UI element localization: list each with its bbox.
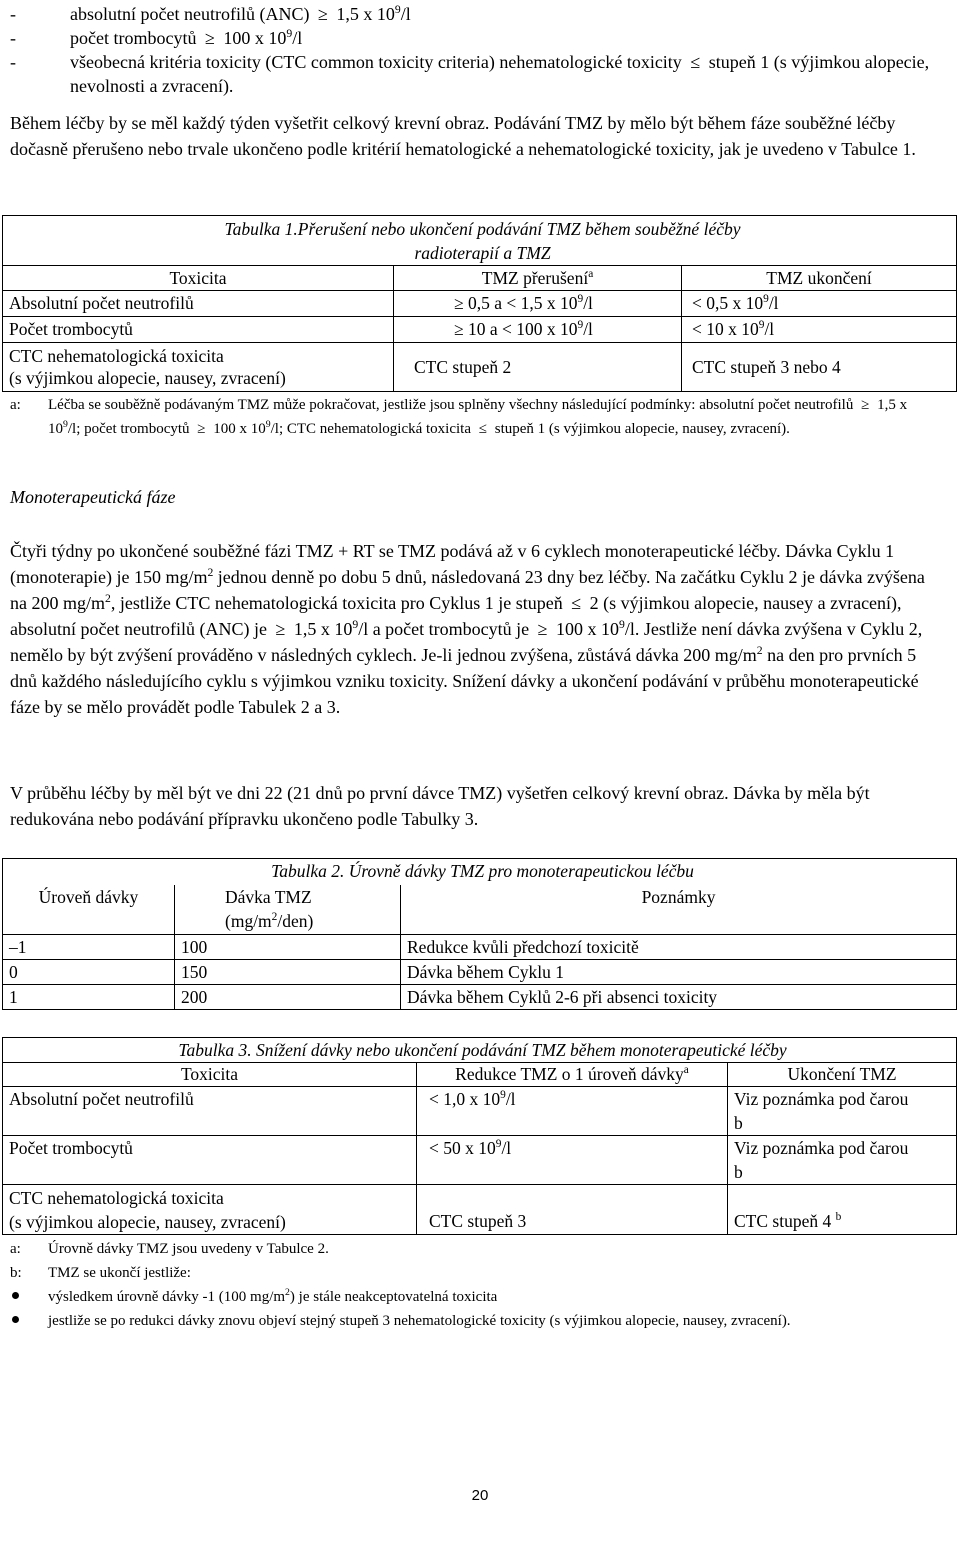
list-item: - absolutní počet neutrofilů (ANC) ≥ 1,5 x $10^9/l$ [10,3,411,24]
table-cell: ≥ 10 a < 100 x $10^9/l$ [394,317,682,343]
table-header-cell: TMZ přerušení$^a$ [394,266,682,291]
footnote-label: a: [10,1241,21,1257]
table-3-footnotes: a: Úrovně dávky TMZ jsou uvedeny v Tabulce 2. b: TMZ se ukončí jestliže: výsledkem úrovně dávky -1 (100 $mg/m^2$) je stále neakceptovatelná toxicita jestliže se po redukci dávky znovu objeví stejný stupeň 3 nehematologické toxicity (s výjimkou alopecie, nausey, zvracení). [10,1237,940,1333]
table-1-caption: Tabulka 1.Přerušení nebo ukončení podávání TMZ během souběžné léčby radioterapií a TMZ [3,216,957,266]
table-cell: < 1,0 x $10^9/l$ [417,1087,728,1136]
bullet-icon [10,1309,48,1333]
table-cell: 0 [3,960,175,985]
table-cell: 100 [175,935,401,960]
table-cell: 1 [3,985,175,1010]
dash-marker: - [10,4,16,24]
table-row [3,1087,957,1136]
table-row [3,291,957,317]
table-cell: < 50 x $10^9/l$ [417,1136,728,1185]
criteria-list [10,2,950,98]
table-header-cell: Toxicita [3,266,394,291]
table-header-cell: Toxicita [3,1063,417,1087]
table-1-footnote: a: Léčba se souběžně podávaným TMZ může pokračovat, jestliže jsou splněny všechny následující podmínky: absolutní počet neutrofilů ≥ 1,5 x $10^9/l$; počet trombocytů ≥ 100 x $10^9/l$; CTC nehematologická toxicita ≤ stupeň 1 (s výjimkou alopecie, nausey, zvracení). [10,393,940,441]
dash-marker: - [10,52,16,72]
table-cell: ≥ 0,5 a < 1,5 x $10^9/l$ [394,291,682,317]
list-item: jestliže se po redukci dávky znovu objeví stejný stupeň 3 nehematologické toxicity (s výjimkou alopecie, nausey, zvracení). [10,1309,940,1333]
table-2 [2,858,957,1010]
table-row [3,1185,957,1235]
table-cell: Redukce kvůli předchozí toxicitě [401,935,957,960]
table-cell: Počet trombocytů [3,317,394,343]
table-cell: CTC stupeň 2 [394,343,682,392]
table-cell: Viz poznámka pod čarou b [728,1087,957,1136]
table-row [3,1136,957,1185]
table-row [3,317,957,343]
table-1 [2,215,957,392]
table-cell: –1 [3,935,175,960]
table-cell: Dávka během Cyklu 1 [401,960,957,985]
table-cell: CTC stupeň 3 [417,1185,728,1235]
table-header-cell: Redukce TMZ o 1 úroveň dávky$^a$ [417,1063,728,1087]
list-item: výsledkem úrovně dávky -1 (100 $mg/m^2$) je stále neakceptovatelná toxicita [10,1285,940,1309]
paragraph-monotherapy: Čtyři týdny po ukončené souběžné fázi TMZ + RT se TMZ podává až v 6 cyklech monoterapeutické léčby. Dávka Cyklu 1 (monoterapie) je 150 $mg/m^2$ jednou denně po dobu 5 dnů, následovaná 23 dny bez léčby. Na začátku Cyklu 2 je dávka zvýšena na 200 $mg/m^2$, jestliže CTC nehematologická toxicita pro Cyklus 1 je stupeň ≤ 2 (s výjimkou alopecie, nausey a zvracení), absolutní počet neutrofilů (ANC) je ≥ 1,5 x $10^9/l$ a počet trombocytů je ≥ 100 x $10^9/l$. Jestliže není dávka zvýšena v Cyklu 2, nemělo by být zvýšení prováděno v následných cyklech. Je-li jednou zvýšena, zůstává dávka 200 $mg/m^2$ na den pro prvních 5 dnů každého následujícího cyklu s výjimkou vzniku toxicity. Snížení dávky a ukončení podávání v průběhu monoterapeutické fáze by se mělo provádět podle Tabulek 2 a 3. [10,541,925,717]
table-header-cell: Úroveň dávky [3,885,175,935]
table-cell: Viz poznámka pod čarou b [728,1136,957,1185]
list-item: - všeobecná kritéria toxicity (CTC common toxicity criteria) nehematologické toxicity ≤ stupeň 1 (s výjimkou alopecie, nevolnosti a zvracení). [10,52,930,96]
table-cell: Absolutní počet neutrofilů [3,1087,417,1136]
table-cell: Dávka během Cyklů 2-6 při absenci toxicity [401,985,957,1010]
dash-marker: - [10,28,16,48]
paragraph-day-22: V průběhu léčby by měl být ve dni 22 (21 dnů po první dávce TMZ) vyšetřen celkový krevní obraz. Dávka by měla být redukována nebo podávání přípravku ukončeno podle Tabulky 3. [10,783,870,829]
bullet-icon [10,1285,48,1309]
page-number: 20 [471,1487,489,1504]
list-item: - počet trombocytů ≥ 100 x $10^9/l$ [10,27,303,48]
table-2-caption: Tabulka 2. Úrovně dávky TMZ pro monoterapeutickou léčbu [3,859,957,885]
table-header-cell: Dávka TMZ $(mg/m^2/den)$ [175,885,401,935]
footnote-label: b: [10,1265,22,1281]
table-cell: CTC stupeň 4 $^b$ [728,1185,957,1235]
table-row [3,343,957,392]
table-3 [2,1037,957,1235]
table-row [3,960,957,985]
table-cell: < 10 x $10^9/l$ [682,317,957,343]
section-title: Monoterapeutická fáze [10,487,176,507]
table-row [3,985,957,1010]
table-header-cell: Ukončení TMZ [728,1063,957,1087]
table-header-cell: Poznámky [401,885,957,935]
table-cell: Počet trombocytů [3,1136,417,1185]
table-cell: 150 [175,960,401,985]
table-3-caption: Tabulka 3. Snížení dávky nebo ukončení podávání TMZ během monoterapeutické léčby [3,1038,957,1063]
table-cell: CTC nehematologická toxicita (s výjimkou alopecie, nausey, zvracení) [3,1185,417,1235]
paragraph-blood-count: Během léčby by se měl každý týden vyšetřit celkový krevní obraz. Podávání TMZ by mělo být během fáze souběžné léčby dočasně přerušeno nebo trvale ukončeno podle kritérií hematologické a nehematologické toxicity, jak je uvedeno v Tabulce 1. [10,113,916,159]
table-cell: CTC stupeň 3 nebo 4 [682,343,957,392]
table-cell: CTC nehematologická toxicita (s výjimkou alopecie, nausey, zvracení) [3,343,394,392]
table-cell: 200 [175,985,401,1010]
table-header-cell: TMZ ukončení [682,266,957,291]
table-cell: < 0,5 x $10^9/l$ [682,291,957,317]
table-cell: Absolutní počet neutrofilů [3,291,394,317]
footnote-label: a: [10,397,21,413]
table-row [3,935,957,960]
